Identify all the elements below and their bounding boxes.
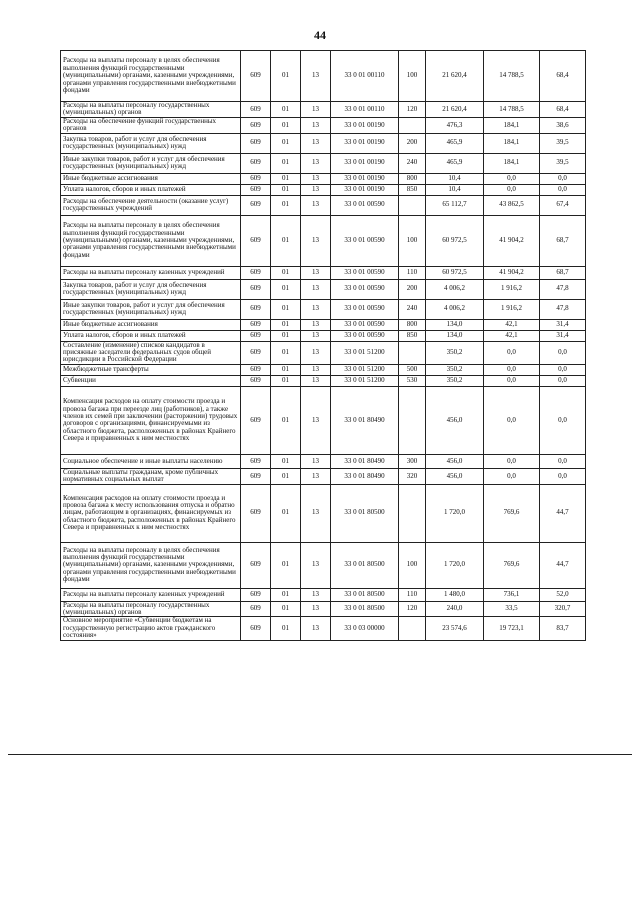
section-code-cell: 01 — [271, 364, 301, 375]
expense-name-cell: Расходы на выплаты персоналу государственных (муниципальных) органов — [61, 102, 241, 118]
planned-amount-cell: 23 574,6 — [426, 617, 484, 640]
section-code-cell: 01 — [271, 153, 301, 173]
expense-type-cell: 800 — [399, 319, 426, 330]
actual-amount-cell: 0,0 — [484, 184, 540, 195]
actual-amount-cell: 1 916,2 — [484, 279, 540, 299]
execution-percent-cell: 44,7 — [540, 542, 586, 588]
expense-name-cell: Расходы на обеспечение функций государственных органов — [61, 117, 241, 133]
execution-percent-cell: 0,0 — [540, 364, 586, 375]
actual-amount-cell: 0,0 — [484, 364, 540, 375]
planned-amount-cell: 60 972,5 — [426, 215, 484, 266]
subsection-code-cell: 13 — [301, 102, 331, 118]
target-article-cell: 33 0 01 00190 — [331, 133, 399, 153]
expense-name-cell: Расходы на выплаты персоналу казенных учреждений — [61, 266, 241, 279]
expense-name-cell: Составление (изменение) списков кандидатов в присяжные заседатели федеральных судов общей юрисдикции в Российской Федерации — [61, 341, 241, 364]
section-code-cell: 01 — [271, 375, 301, 386]
table-row — [61, 484, 586, 542]
department-code-cell: 609 — [241, 184, 271, 195]
expense-name-cell: Социальные выплаты гражданам, кроме публичных нормативных социальных выплат — [61, 468, 241, 484]
expense-name-cell: Иные бюджетные ассигнования — [61, 319, 241, 330]
budget-table — [60, 50, 586, 641]
section-code-cell: 01 — [271, 195, 301, 215]
section-code-cell: 01 — [271, 319, 301, 330]
department-code-cell: 609 — [241, 319, 271, 330]
page-number: 44 — [314, 28, 326, 42]
subsection-code-cell: 13 — [301, 117, 331, 133]
planned-amount-cell: 1 720,0 — [426, 484, 484, 542]
planned-amount-cell: 60 972,5 — [426, 266, 484, 279]
expense-name-cell: Иные бюджетные ассигнования — [61, 173, 241, 184]
actual-amount-cell: 14 788,5 — [484, 102, 540, 118]
target-article-cell: 33 0 01 00190 — [331, 184, 399, 195]
expense-type-cell: 850 — [399, 184, 426, 195]
section-code-cell: 01 — [271, 617, 301, 640]
table-row — [61, 117, 586, 133]
subsection-code-cell: 13 — [301, 279, 331, 299]
department-code-cell: 609 — [241, 386, 271, 454]
subsection-code-cell: 13 — [301, 601, 331, 617]
expense-type-cell: 100 — [399, 215, 426, 266]
planned-amount-cell: 465,9 — [426, 153, 484, 173]
expense-type-cell: 320 — [399, 468, 426, 484]
actual-amount-cell: 184,1 — [484, 117, 540, 133]
subsection-code-cell: 13 — [301, 364, 331, 375]
target-article-cell: 33 0 03 00000 — [331, 617, 399, 640]
department-code-cell: 609 — [241, 341, 271, 364]
actual-amount-cell: 43 862,5 — [484, 195, 540, 215]
expense-type-cell: 850 — [399, 330, 426, 341]
actual-amount-cell: 41 904,2 — [484, 266, 540, 279]
table-row — [61, 266, 586, 279]
target-article-cell: 33 0 01 00190 — [331, 173, 399, 184]
execution-percent-cell: 68,4 — [540, 102, 586, 118]
execution-percent-cell: 0,0 — [540, 173, 586, 184]
department-code-cell: 609 — [241, 364, 271, 375]
subsection-code-cell: 13 — [301, 617, 331, 640]
subsection-code-cell: 13 — [301, 341, 331, 364]
department-code-cell: 609 — [241, 330, 271, 341]
table-row — [61, 102, 586, 118]
execution-percent-cell: 31,4 — [540, 330, 586, 341]
table-row — [61, 542, 586, 588]
department-code-cell: 609 — [241, 153, 271, 173]
expense-type-cell: 200 — [399, 279, 426, 299]
subsection-code-cell: 13 — [301, 375, 331, 386]
target-article-cell: 33 0 01 00110 — [331, 102, 399, 118]
department-code-cell: 609 — [241, 133, 271, 153]
execution-percent-cell: 47,8 — [540, 299, 586, 319]
expense-type-cell — [399, 386, 426, 454]
subsection-code-cell: 13 — [301, 468, 331, 484]
execution-percent-cell: 68,7 — [540, 266, 586, 279]
execution-percent-cell: 0,0 — [540, 454, 586, 468]
execution-percent-cell: 38,6 — [540, 117, 586, 133]
target-article-cell: 33 0 01 00590 — [331, 266, 399, 279]
execution-percent-cell: 68,7 — [540, 215, 586, 266]
target-article-cell: 33 0 01 00590 — [331, 195, 399, 215]
table-row — [61, 341, 586, 364]
department-code-cell: 609 — [241, 299, 271, 319]
table-row — [61, 133, 586, 153]
planned-amount-cell: 4 006,2 — [426, 279, 484, 299]
expense-name-cell: Расходы на выплаты персоналу казенных учреждений — [61, 588, 241, 601]
subsection-code-cell: 13 — [301, 588, 331, 601]
actual-amount-cell: 33,5 — [484, 601, 540, 617]
expense-name-cell: Компенсация расходов на оплату стоимости проезда и провоза багажа при переезде лиц (работников), а также членов их семей при заключении (расторжении) трудовых договоров с организациями, финансируемыми из областного бюджета, расположенных в районах Крайнего Севера и приравненных к ним местностях — [61, 386, 241, 454]
target-article-cell: 33 0 01 00590 — [331, 299, 399, 319]
subsection-code-cell: 13 — [301, 319, 331, 330]
actual-amount-cell: 1 916,2 — [484, 299, 540, 319]
section-code-cell: 01 — [271, 51, 301, 102]
expense-name-cell: Закупка товаров, работ и услуг для обеспечения государственных (муниципальных) нужд — [61, 279, 241, 299]
target-article-cell: 33 0 01 51200 — [331, 341, 399, 364]
section-code-cell: 01 — [271, 266, 301, 279]
department-code-cell: 609 — [241, 117, 271, 133]
expense-name-cell: Расходы на выплаты персоналу в целях обеспечения выполнения функций государственными (муниципальными) органами, казенными учреждениями, органами управления государственными внебюджетными фондами — [61, 215, 241, 266]
actual-amount-cell: 184,1 — [484, 153, 540, 173]
planned-amount-cell: 1 720,0 — [426, 542, 484, 588]
planned-amount-cell: 240,0 — [426, 601, 484, 617]
actual-amount-cell: 19 723,1 — [484, 617, 540, 640]
table-row — [61, 468, 586, 484]
table-row — [61, 588, 586, 601]
subsection-code-cell: 13 — [301, 153, 331, 173]
section-code-cell: 01 — [271, 601, 301, 617]
planned-amount-cell: 476,3 — [426, 117, 484, 133]
section-code-cell: 01 — [271, 279, 301, 299]
execution-percent-cell: 320,7 — [540, 601, 586, 617]
target-article-cell: 33 0 01 00110 — [331, 51, 399, 102]
expense-name-cell: Расходы на выплаты персоналу в целях обеспечения выполнения функций государственными (муниципальными) органами, казенными учреждениями, органами управления государственными внебюджетными фондами — [61, 51, 241, 102]
planned-amount-cell: 134,0 — [426, 319, 484, 330]
table-row — [61, 195, 586, 215]
section-code-cell: 01 — [271, 386, 301, 454]
section-code-cell: 01 — [271, 588, 301, 601]
expense-type-cell: 530 — [399, 375, 426, 386]
subsection-code-cell: 13 — [301, 195, 331, 215]
table-row — [61, 173, 586, 184]
expense-type-cell: 240 — [399, 153, 426, 173]
section-code-cell: 01 — [271, 102, 301, 118]
subsection-code-cell: 13 — [301, 484, 331, 542]
target-article-cell: 33 0 01 80490 — [331, 454, 399, 468]
target-article-cell: 33 0 01 00590 — [331, 215, 399, 266]
expense-type-cell: 240 — [399, 299, 426, 319]
department-code-cell: 609 — [241, 102, 271, 118]
section-code-cell: 01 — [271, 468, 301, 484]
table-row — [61, 454, 586, 468]
expense-name-cell: Расходы на обеспечение деятельности (оказание услуг) государственных учреждений — [61, 195, 241, 215]
section-code-cell: 01 — [271, 454, 301, 468]
expense-type-cell: 500 — [399, 364, 426, 375]
department-code-cell: 609 — [241, 215, 271, 266]
actual-amount-cell: 41 904,2 — [484, 215, 540, 266]
execution-percent-cell: 0,0 — [540, 375, 586, 386]
target-article-cell: 33 0 01 00590 — [331, 330, 399, 341]
subsection-code-cell: 13 — [301, 133, 331, 153]
department-code-cell: 609 — [241, 601, 271, 617]
table-row — [61, 330, 586, 341]
subsection-code-cell: 13 — [301, 454, 331, 468]
target-article-cell: 33 0 01 51200 — [331, 364, 399, 375]
expense-name-cell: Расходы на выплаты персоналу в целях обеспечения выполнения функций государственными (муниципальными) органами, казенными учреждениями, органами управления государственными внебюджетными фондами — [61, 542, 241, 588]
section-code-cell: 01 — [271, 215, 301, 266]
section-code-cell: 01 — [271, 542, 301, 588]
actual-amount-cell: 0,0 — [484, 468, 540, 484]
department-code-cell: 609 — [241, 195, 271, 215]
department-code-cell: 609 — [241, 454, 271, 468]
planned-amount-cell: 1 480,0 — [426, 588, 484, 601]
execution-percent-cell: 52,0 — [540, 588, 586, 601]
department-code-cell: 609 — [241, 484, 271, 542]
execution-percent-cell: 44,7 — [540, 484, 586, 542]
section-code-cell: 01 — [271, 341, 301, 364]
execution-percent-cell: 0,0 — [540, 341, 586, 364]
expense-name-cell: Расходы на выплаты персоналу государственных (муниципальных) органов — [61, 601, 241, 617]
target-article-cell: 33 0 01 80500 — [331, 588, 399, 601]
target-article-cell: 33 0 01 80500 — [331, 484, 399, 542]
subsection-code-cell: 13 — [301, 386, 331, 454]
department-code-cell: 609 — [241, 542, 271, 588]
subsection-code-cell: 13 — [301, 266, 331, 279]
department-code-cell: 609 — [241, 279, 271, 299]
expense-name-cell: Иные закупки товаров, работ и услуг для обеспечения государственных (муниципальных) нужд — [61, 299, 241, 319]
actual-amount-cell: 0,0 — [484, 173, 540, 184]
section-code-cell: 01 — [271, 299, 301, 319]
table-row — [61, 386, 586, 454]
planned-amount-cell: 465,9 — [426, 133, 484, 153]
target-article-cell: 33 0 01 80500 — [331, 542, 399, 588]
planned-amount-cell: 21 620,4 — [426, 51, 484, 102]
planned-amount-cell: 456,0 — [426, 386, 484, 454]
department-code-cell: 609 — [241, 617, 271, 640]
actual-amount-cell: 769,6 — [484, 542, 540, 588]
table-row — [61, 319, 586, 330]
actual-amount-cell: 0,0 — [484, 341, 540, 364]
execution-percent-cell: 39,5 — [540, 133, 586, 153]
planned-amount-cell: 350,2 — [426, 375, 484, 386]
execution-percent-cell: 0,0 — [540, 468, 586, 484]
table-row — [61, 153, 586, 173]
table-row — [61, 299, 586, 319]
subsection-code-cell: 13 — [301, 330, 331, 341]
department-code-cell: 609 — [241, 375, 271, 386]
target-article-cell: 33 0 01 80490 — [331, 468, 399, 484]
expense-type-cell — [399, 484, 426, 542]
expense-type-cell: 800 — [399, 173, 426, 184]
expense-type-cell: 110 — [399, 588, 426, 601]
expense-type-cell: 200 — [399, 133, 426, 153]
planned-amount-cell: 21 620,4 — [426, 102, 484, 118]
actual-amount-cell: 42,1 — [484, 330, 540, 341]
section-code-cell: 01 — [271, 484, 301, 542]
target-article-cell: 33 0 01 51200 — [331, 375, 399, 386]
department-code-cell: 609 — [241, 51, 271, 102]
planned-amount-cell: 4 006,2 — [426, 299, 484, 319]
execution-percent-cell: 0,0 — [540, 386, 586, 454]
actual-amount-cell: 0,0 — [484, 386, 540, 454]
section-code-cell: 01 — [271, 184, 301, 195]
expense-type-cell: 120 — [399, 601, 426, 617]
target-article-cell: 33 0 01 00590 — [331, 319, 399, 330]
table-row — [61, 364, 586, 375]
execution-percent-cell: 31,4 — [540, 319, 586, 330]
execution-percent-cell: 83,7 — [540, 617, 586, 640]
target-article-cell: 33 0 01 80500 — [331, 601, 399, 617]
subsection-code-cell: 13 — [301, 542, 331, 588]
expense-name-cell: Компенсация расходов на оплату стоимости проезда и провоза багажа к месту использования отпуска и обратно лицам, работающим в организациях, финансируемых из областного бюджета, расположенных в районах Крайнего Севера и приравненных к ним местностях — [61, 484, 241, 542]
target-article-cell: 33 0 01 00590 — [331, 279, 399, 299]
planned-amount-cell: 10,4 — [426, 173, 484, 184]
table-row — [61, 375, 586, 386]
subsection-code-cell: 13 — [301, 51, 331, 102]
department-code-cell: 609 — [241, 266, 271, 279]
subsection-code-cell: 13 — [301, 184, 331, 195]
section-code-cell: 01 — [271, 330, 301, 341]
expense-name-cell: Субвенции — [61, 375, 241, 386]
planned-amount-cell: 10,4 — [426, 184, 484, 195]
planned-amount-cell: 134,0 — [426, 330, 484, 341]
execution-percent-cell: 47,8 — [540, 279, 586, 299]
planned-amount-cell: 350,2 — [426, 364, 484, 375]
expense-type-cell — [399, 341, 426, 364]
actual-amount-cell: 184,1 — [484, 133, 540, 153]
section-code-cell: 01 — [271, 173, 301, 184]
expense-name-cell: Иные закупки товаров, работ и услуг для обеспечения государственных (муниципальных) нужд — [61, 153, 241, 173]
expense-name-cell: Уплата налогов, сборов и иных платежей — [61, 184, 241, 195]
execution-percent-cell: 67,4 — [540, 195, 586, 215]
planned-amount-cell: 350,2 — [426, 341, 484, 364]
department-code-cell: 609 — [241, 468, 271, 484]
subsection-code-cell: 13 — [301, 173, 331, 184]
expense-type-cell — [399, 617, 426, 640]
table-row — [61, 184, 586, 195]
target-article-cell: 33 0 01 00190 — [331, 117, 399, 133]
expense-type-cell — [399, 117, 426, 133]
expense-name-cell: Межбюджетные трансферты — [61, 364, 241, 375]
target-article-cell: 33 0 01 00190 — [331, 153, 399, 173]
expense-name-cell: Уплата налогов, сборов и иных платежей — [61, 330, 241, 341]
expense-type-cell: 100 — [399, 542, 426, 588]
target-article-cell: 33 0 01 80490 — [331, 386, 399, 454]
subsection-code-cell: 13 — [301, 215, 331, 266]
table-row — [61, 279, 586, 299]
planned-amount-cell: 65 112,7 — [426, 195, 484, 215]
section-code-cell: 01 — [271, 117, 301, 133]
expense-type-cell: 110 — [399, 266, 426, 279]
planned-amount-cell: 456,0 — [426, 468, 484, 484]
actual-amount-cell: 0,0 — [484, 375, 540, 386]
actual-amount-cell: 736,1 — [484, 588, 540, 601]
table-row — [61, 215, 586, 266]
table-row — [61, 601, 586, 617]
expense-name-cell: Социальное обеспечение и иные выплаты населению — [61, 454, 241, 468]
expense-type-cell: 100 — [399, 51, 426, 102]
actual-amount-cell: 769,6 — [484, 484, 540, 542]
expense-type-cell: 300 — [399, 454, 426, 468]
department-code-cell: 609 — [241, 588, 271, 601]
expense-name-cell: Основное мероприятие «Субвенции бюджетам на государственную регистрацию актов гражданского состояния» — [61, 617, 241, 640]
execution-percent-cell: 0,0 — [540, 184, 586, 195]
actual-amount-cell: 0,0 — [484, 454, 540, 468]
bottom-divider — [8, 754, 632, 755]
actual-amount-cell: 42,1 — [484, 319, 540, 330]
subsection-code-cell: 13 — [301, 299, 331, 319]
table-row — [61, 617, 586, 640]
expense-type-cell: 120 — [399, 102, 426, 118]
table-row — [61, 51, 586, 102]
planned-amount-cell: 456,0 — [426, 454, 484, 468]
actual-amount-cell: 14 788,5 — [484, 51, 540, 102]
execution-percent-cell: 68,4 — [540, 51, 586, 102]
expense-type-cell — [399, 195, 426, 215]
section-code-cell: 01 — [271, 133, 301, 153]
expense-name-cell: Закупка товаров, работ и услуг для обеспечения государственных (муниципальных) нужд — [61, 133, 241, 153]
department-code-cell: 609 — [241, 173, 271, 184]
execution-percent-cell: 39,5 — [540, 153, 586, 173]
